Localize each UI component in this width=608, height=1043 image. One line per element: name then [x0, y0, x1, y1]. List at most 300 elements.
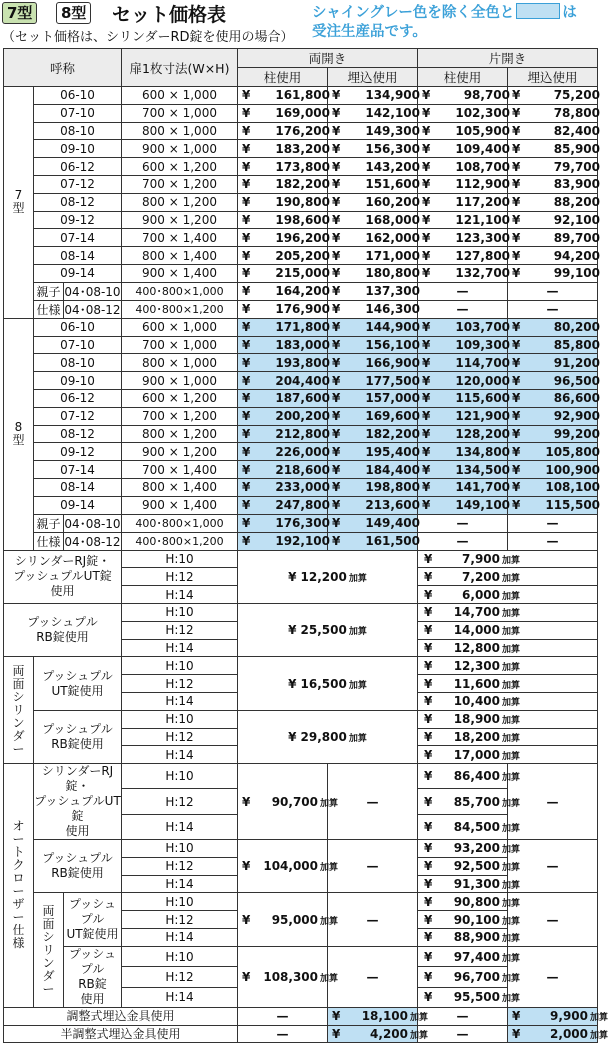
table-row	[4, 443, 598, 461]
kasan-label: 加算	[502, 644, 521, 655]
yen-sign: ¥	[422, 177, 431, 192]
col-header-double: 両開き	[238, 49, 418, 68]
kasan-label: 加算	[502, 881, 521, 892]
door-size: 900 × 1,200	[122, 443, 238, 461]
single-embed-price	[508, 389, 601, 407]
yen-sign: ¥	[424, 819, 433, 834]
double-embed-dash: —	[328, 840, 418, 893]
table-row	[4, 550, 598, 568]
kasan-label: 加算	[502, 555, 521, 566]
label-line: プッシュプルUT錠	[13, 569, 112, 584]
ryomen-label	[34, 893, 64, 1007]
price-value: 195,400	[365, 444, 420, 459]
price-table	[3, 48, 608, 1043]
door-size: 600 × 1,000	[122, 87, 238, 105]
price-value: 10,400	[453, 694, 501, 709]
yen-sign: ¥	[242, 480, 251, 495]
fitting-label: 半調整式埋込金具使用	[4, 1025, 238, 1043]
door-size: 900 × 1,400	[122, 264, 238, 282]
table-row	[4, 140, 598, 158]
yen-sign: ¥	[332, 159, 341, 174]
yen-sign: ¥	[332, 444, 341, 459]
kasan-label: 加算	[502, 662, 521, 673]
price-value: 112,900	[455, 177, 511, 192]
yen-sign: ¥	[332, 1009, 341, 1024]
option-label	[4, 550, 122, 603]
col-header-single-embed: 埋込使用	[508, 68, 598, 87]
option-label	[64, 946, 122, 1007]
double-embed-price	[328, 354, 418, 372]
yen-sign: ¥	[512, 88, 521, 103]
vertical-char: 両	[12, 663, 25, 678]
price-value: 84,500	[453, 819, 501, 834]
double-post-price	[238, 425, 328, 443]
vertical-char: 面	[12, 676, 25, 691]
price-value: 137,300	[365, 284, 420, 299]
price-value: 205,200	[275, 248, 330, 263]
yen-sign: ¥	[424, 658, 433, 673]
price-value: 176,900	[275, 302, 330, 317]
vertical-char: リ	[12, 702, 25, 717]
double-embed-price	[328, 247, 418, 265]
kasan-label: 加算	[502, 698, 521, 709]
double-embed-price	[328, 175, 418, 193]
yen-sign: ¥	[242, 302, 251, 317]
double-embed-dash: —	[328, 764, 418, 840]
yen-sign: ¥	[242, 320, 251, 335]
made-to-order-note	[312, 3, 600, 42]
price-value: 6,000	[462, 587, 501, 602]
price-value: 156,100	[365, 337, 420, 352]
yen-sign: ¥	[242, 230, 251, 245]
double-surcharge	[238, 657, 418, 710]
double-embed-price	[328, 496, 418, 514]
price-value: 200,200	[275, 409, 330, 424]
yen-sign: ¥	[242, 859, 251, 874]
yen-sign: ¥	[424, 912, 433, 927]
single-embed-price	[508, 264, 601, 282]
yen-sign: ¥	[422, 373, 431, 388]
kasan-label: 加算	[502, 845, 521, 856]
double-embed-price	[328, 104, 418, 122]
vertical-char: ー	[12, 910, 25, 925]
price-value: 108,300	[263, 969, 318, 984]
yen-sign: ¥	[242, 516, 251, 531]
single-post-price	[418, 461, 511, 479]
price-value: 121,900	[455, 409, 511, 424]
price-value: 164,200	[275, 284, 330, 299]
double-embed-price	[328, 407, 418, 425]
label-line: RB錠使用	[36, 630, 89, 645]
double-embed-price	[328, 282, 418, 300]
label-line: シリンダーRJ錠・	[14, 554, 111, 569]
yen-sign: ¥	[242, 409, 251, 424]
price-value: 143,200	[365, 159, 420, 174]
yen-sign: ¥	[512, 320, 521, 335]
price-value: 18,900	[453, 712, 501, 727]
vertical-char: ザ	[12, 897, 25, 912]
yen-sign: ¥	[332, 337, 341, 352]
single-surcharge	[418, 586, 598, 604]
height-label: H:12	[122, 728, 238, 746]
single-post-dash: —	[418, 282, 508, 300]
ryomen-label	[4, 657, 34, 764]
double-post-dash: —	[238, 1025, 328, 1043]
door-size: 600 × 1,200	[122, 389, 238, 407]
double-embed-price	[328, 336, 418, 354]
label-line: プッシュプルUT錠	[34, 794, 121, 824]
badge-8: 8型	[56, 2, 91, 24]
table-row	[4, 264, 598, 282]
double-embed-price	[328, 229, 418, 247]
kasan-label: 加算	[502, 716, 521, 727]
single-post-dash: —	[418, 514, 508, 532]
yen-sign: ¥	[424, 623, 433, 638]
yen-sign: ¥	[512, 212, 521, 227]
yen-sign: ¥	[422, 123, 431, 138]
yen-sign: ¥	[242, 391, 251, 406]
price-value: 182,200	[275, 177, 330, 192]
yen-sign: ¥	[424, 990, 433, 1005]
double-post-price	[238, 407, 328, 425]
double-post-price	[238, 282, 328, 300]
price-value: 89,700	[553, 230, 601, 245]
price-value: 109,400	[455, 141, 511, 156]
table-row	[4, 247, 598, 265]
height-label: H:10	[122, 657, 238, 675]
single-embed-price	[508, 247, 601, 265]
label-line: プッシュプル	[69, 946, 116, 976]
yen-sign: ¥	[422, 480, 431, 495]
double-post-price	[238, 372, 328, 390]
col-header-size: 扉1枚寸法(W×H)	[122, 49, 238, 87]
table-row	[4, 710, 598, 728]
door-size: 900 × 1,200	[122, 211, 238, 229]
table-row	[4, 657, 598, 675]
label-line: RB錠使用	[51, 736, 104, 751]
single-post-price	[418, 389, 511, 407]
note-text-a: シャイングレー色を除く全色と	[312, 5, 515, 21]
price-value: 157,000	[365, 391, 420, 406]
col-header-double-embed: 埋込使用	[328, 68, 418, 87]
price-value: 198,600	[275, 212, 330, 227]
price-value: 218,600	[275, 462, 330, 477]
price-value: 162,000	[365, 230, 420, 245]
price-value: 92,500	[453, 859, 501, 874]
price-value: 117,200	[455, 195, 511, 210]
model-name: 06-10	[34, 318, 122, 336]
single-embed-dash: —	[508, 300, 598, 318]
label-line: UT錠使用	[66, 927, 119, 942]
height-label: H:14	[122, 692, 238, 710]
price-value: 99,200	[553, 426, 601, 441]
model-name: 09-10	[34, 140, 122, 158]
yen-sign: ¥	[424, 712, 433, 727]
price-value: 115,500	[545, 498, 601, 513]
vertical-char: 8	[14, 420, 23, 435]
double-post-price	[238, 211, 328, 229]
yen-sign: ¥	[512, 230, 521, 245]
price-value: 105,800	[545, 444, 601, 459]
yen-sign: ¥	[242, 266, 251, 281]
table-row	[4, 104, 598, 122]
kasan-label: 加算	[348, 733, 367, 744]
yen-sign: ¥	[242, 248, 251, 263]
yen-sign: ¥	[424, 676, 433, 691]
single-post-dash: —	[418, 1025, 508, 1043]
vertical-char: シ	[12, 689, 25, 704]
kasan-label: 加算	[348, 680, 367, 691]
vertical-char: 7	[14, 188, 23, 203]
single-post-price	[418, 478, 511, 496]
single-post-surcharge	[418, 929, 521, 947]
height-label: H:14	[122, 929, 238, 947]
group-label	[4, 318, 34, 550]
door-size: 700 × 1,400	[122, 229, 238, 247]
kasan-label: 加算	[410, 1013, 429, 1024]
double-post-price	[238, 175, 328, 193]
yen-sign: ¥	[242, 444, 251, 459]
vertical-char: ー	[42, 981, 55, 996]
model-name: 09-14	[34, 264, 122, 282]
door-size: 700 × 1,200	[122, 175, 238, 193]
option-label	[64, 893, 122, 946]
single-post-surcharge	[418, 840, 521, 858]
yen-sign: ¥	[512, 195, 521, 210]
yen-sign: ¥	[242, 426, 251, 441]
label-line: UT錠使用	[51, 683, 104, 698]
price-value: 80,200	[553, 320, 601, 335]
price-value: 193,800	[275, 355, 330, 370]
yen-sign: ¥	[332, 266, 341, 281]
single-post-price	[418, 247, 511, 265]
yen-sign: ¥	[242, 195, 251, 210]
kasan-label: 加算	[320, 973, 339, 984]
model-name: 07-14	[34, 461, 122, 479]
double-embed-price	[328, 478, 418, 496]
door-size: 800 × 1,000	[122, 122, 238, 140]
double-embed-price	[328, 87, 418, 105]
model-name: 04･08-10	[64, 514, 122, 532]
label-line: 使用	[80, 991, 105, 1006]
yen-sign: ¥	[422, 426, 431, 441]
model-name: 06-12	[34, 389, 122, 407]
oyako-label: 仕様	[34, 300, 64, 318]
kasan-label: 加算	[502, 609, 521, 620]
page-title: セット価格表	[112, 4, 227, 26]
double-post-surcharge	[238, 764, 339, 840]
price-value: 98,700	[463, 88, 511, 103]
kasan-label: 加算	[320, 863, 339, 874]
yen-sign: ¥	[424, 859, 433, 874]
yen-sign: ¥	[422, 106, 431, 121]
single-embed-surcharge	[508, 1007, 608, 1025]
single-embed-price	[508, 372, 601, 390]
yen-sign: ¥	[424, 841, 433, 856]
yen-sign: ¥	[512, 444, 521, 459]
double-post-price	[238, 389, 328, 407]
height-label: H:12	[122, 621, 238, 639]
yen-sign: ¥	[512, 141, 521, 156]
table-row	[4, 425, 598, 443]
yen-sign: ¥	[512, 248, 521, 263]
height-label: H:12	[122, 911, 238, 929]
price-value: 127,800	[455, 248, 511, 263]
double-embed-price	[328, 318, 418, 336]
door-size: 800 × 1,200	[122, 193, 238, 211]
yen-sign: ¥	[422, 444, 431, 459]
model-name: 08-10	[34, 354, 122, 372]
yen-sign: ¥	[424, 930, 433, 945]
oyako-label: 仕様	[34, 532, 64, 550]
yen-sign: ¥	[512, 391, 521, 406]
vertical-char: 面	[42, 916, 55, 931]
height-label: H:10	[122, 840, 238, 858]
price-value: 196,200	[275, 230, 330, 245]
yen-sign: ¥	[422, 498, 431, 513]
price-value: 134,900	[365, 88, 420, 103]
table-row	[4, 764, 598, 789]
kasan-label: 加算	[502, 680, 521, 691]
double-post-price	[238, 300, 328, 318]
yen-sign: ¥	[422, 230, 431, 245]
price-value: 82,400	[553, 123, 601, 138]
double-post-surcharge	[238, 840, 339, 893]
double-post-price	[238, 318, 328, 336]
options-body	[4, 550, 598, 764]
double-post-price	[238, 478, 328, 496]
single-embed-price	[508, 496, 601, 514]
price-value: 215,000	[275, 266, 330, 281]
single-post-price	[418, 211, 511, 229]
single-post-price	[418, 229, 511, 247]
double-post-price	[238, 461, 328, 479]
price-value: 161,500	[365, 534, 420, 549]
kasan-label: 加算	[502, 573, 521, 584]
price-value: 142,100	[365, 106, 420, 121]
yen-sign: ¥	[512, 409, 521, 424]
yen-sign: ¥	[332, 248, 341, 263]
kasan-label: 加算	[502, 898, 521, 909]
double-post-price	[238, 87, 328, 105]
yen-sign: ¥	[512, 159, 521, 174]
double-post-price	[238, 247, 328, 265]
model-name: 09-14	[34, 496, 122, 514]
single-embed-price	[508, 425, 601, 443]
single-post-surcharge	[418, 857, 521, 875]
double-post-price	[238, 140, 328, 158]
double-embed-price	[328, 300, 418, 318]
yen-sign: ¥	[424, 640, 433, 655]
vertical-char: ン	[42, 955, 55, 970]
double-embed-price	[328, 514, 418, 532]
model-name: 04･08-10	[64, 282, 122, 300]
option-label	[34, 840, 122, 893]
yen-sign: ¥	[512, 462, 521, 477]
model-name: 08-14	[34, 478, 122, 496]
table-row	[4, 318, 598, 336]
door-size: 600 × 1,000	[122, 318, 238, 336]
price-value: 96,500	[553, 373, 601, 388]
price-value: 144,900	[365, 320, 420, 335]
price-value: 97,400	[453, 949, 501, 964]
yen-sign: ¥	[332, 391, 341, 406]
single-post-surcharge	[418, 987, 521, 1007]
price-value: 90,100	[453, 912, 501, 927]
vertical-char: ー	[12, 741, 25, 756]
door-size: 900 × 1,000	[122, 140, 238, 158]
single-post-price	[418, 496, 511, 514]
yen-sign: ¥	[332, 462, 341, 477]
yen-sign: ¥	[424, 794, 433, 809]
price-value: 7,200	[462, 569, 501, 584]
single-post-price	[418, 443, 511, 461]
price-value: 78,800	[553, 106, 601, 121]
table-row	[4, 229, 598, 247]
table-row	[4, 336, 598, 354]
single-embed-dash: —	[508, 893, 598, 946]
double-embed-price	[328, 122, 418, 140]
yen-sign: ¥	[332, 106, 341, 121]
single-post-surcharge	[418, 764, 521, 789]
price-value: 102,300	[455, 106, 511, 121]
double-post-surcharge	[238, 893, 339, 946]
yen-sign: ¥	[422, 141, 431, 156]
price-value: 108,700	[455, 159, 511, 174]
model-name: 07-12	[34, 175, 122, 193]
price-value: 83,900	[553, 177, 601, 192]
double-post-price	[238, 104, 328, 122]
price-value: 182,200	[365, 426, 420, 441]
yen-sign: ¥	[424, 894, 433, 909]
door-size: 800 × 1,400	[122, 478, 238, 496]
kasan-label: 加算	[410, 1031, 429, 1042]
yen-sign: ¥	[512, 1027, 521, 1042]
price-value: 132,700	[455, 266, 511, 281]
single-post-price	[418, 140, 511, 158]
double-post-price	[238, 229, 328, 247]
single-embed-price	[508, 193, 601, 211]
double-embed-price	[328, 158, 418, 176]
door-size: 800 × 1,400	[122, 247, 238, 265]
table-row	[4, 389, 598, 407]
vertical-char: ダ	[42, 968, 55, 983]
yen-sign: ¥	[288, 623, 297, 638]
price-value: 171,000	[365, 248, 420, 263]
yen-sign: ¥	[424, 551, 433, 566]
kasan-label: 加算	[502, 591, 521, 602]
single-surcharge	[418, 603, 598, 621]
price-value: 85,800	[553, 337, 601, 352]
model-name: 04･08-12	[64, 300, 122, 318]
yen-sign: ¥	[332, 195, 341, 210]
single-post-surcharge	[418, 946, 521, 966]
door-size: 400･800×1,200	[122, 300, 238, 318]
single-surcharge	[418, 550, 598, 568]
price-value: 4,200	[370, 1027, 408, 1042]
model-name: 06-12	[34, 158, 122, 176]
yen-sign: ¥	[424, 747, 433, 762]
note-text-b: は	[562, 5, 577, 21]
model-name: 08-12	[34, 425, 122, 443]
price-value: 115,600	[455, 391, 511, 406]
kasan-label: 加算	[502, 733, 521, 744]
single-post-surcharge	[418, 893, 521, 911]
kasan-label: 加算	[502, 751, 521, 762]
height-label: H:10	[122, 893, 238, 911]
label-line: シリンダーRJ錠・	[41, 764, 114, 794]
vertical-char: 型	[12, 433, 25, 448]
